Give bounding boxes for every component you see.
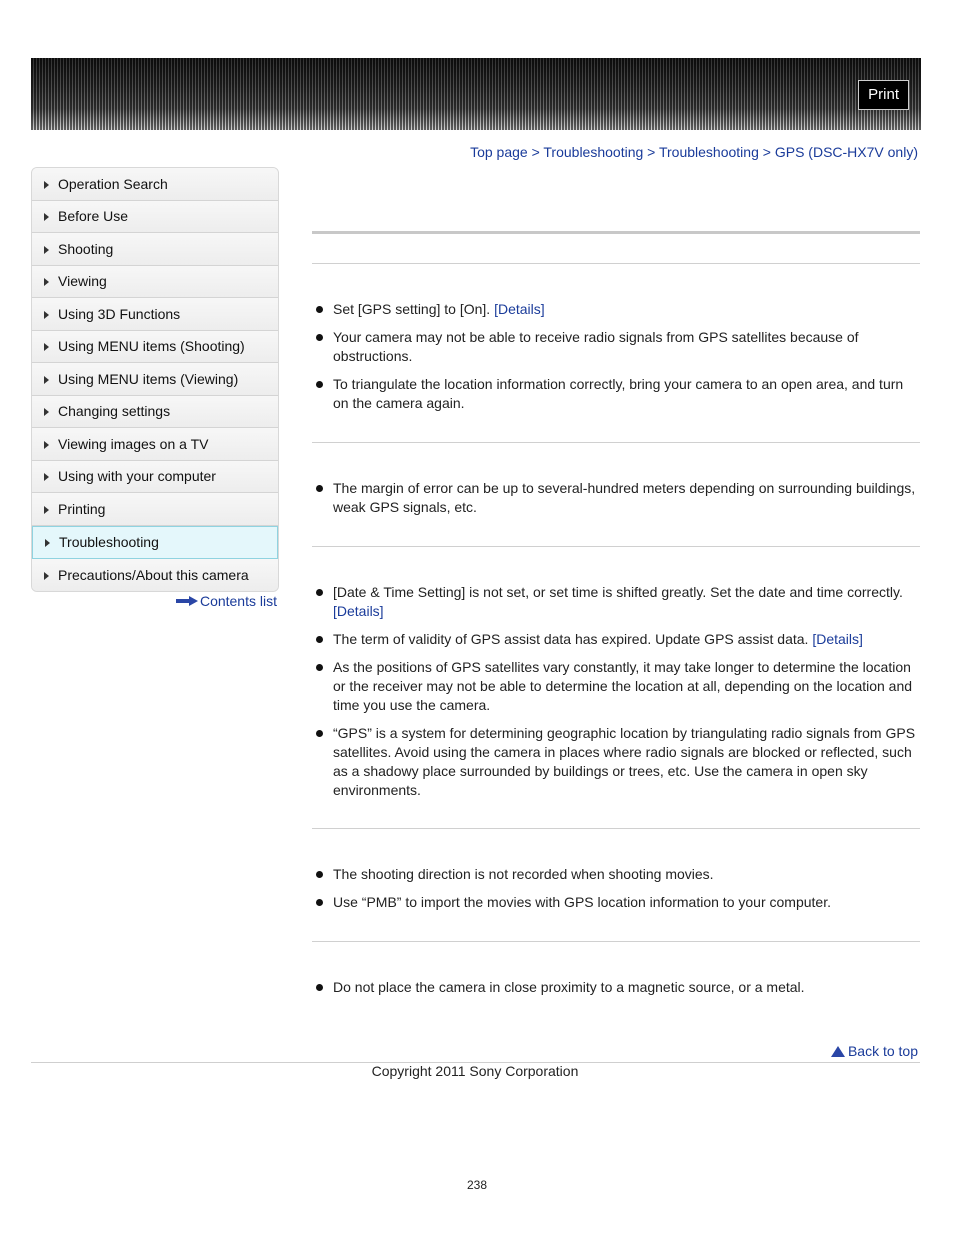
details-link[interactable]: [Details] [333, 603, 384, 619]
sidebar-item-label: Operation Search [58, 175, 168, 192]
triangle-right-icon [44, 213, 49, 221]
sidebar-item-shooting[interactable] [32, 233, 278, 266]
copyright-text: Copyright 2011 Sony Corporation [371, 1063, 579, 1079]
triangle-right-icon [45, 539, 50, 547]
sidebar-item-before-use[interactable] [32, 201, 278, 234]
list-item: The margin of error can be up to several-hundred meters depending on surrounding buildings, weak GPS signals, etc. [312, 479, 920, 517]
section-4-list [312, 865, 920, 921]
sidebar-item-label: Printing [58, 500, 106, 517]
sidebar-item-label: Changing settings [58, 403, 171, 420]
list-item: Set [GPS setting] to [On]. [Details] [312, 300, 920, 319]
section-divider [312, 231, 920, 234]
triangle-right-icon [44, 408, 49, 416]
print-button[interactable]: Print [858, 80, 909, 110]
triangle-right-icon [44, 473, 49, 481]
sidebar-item-label: Shooting [58, 240, 114, 257]
breadcrumb-separator: > [758, 144, 775, 160]
sidebar-item-changing-settings[interactable] [32, 396, 278, 429]
sidebar-item-menu-viewing[interactable] [32, 363, 278, 396]
details-link[interactable]: [Details] [812, 631, 863, 647]
list-item: To triangulate the location information correctly, bring your camera to an open area, and turn on the camera again. [312, 375, 920, 413]
list-item: [Date & Time Setting] is not set, or set time is shifted greatly. Set the date and time correctly. [Details] [312, 583, 920, 621]
section-divider [312, 941, 920, 942]
sidebar-item-label: Using with your computer [58, 468, 216, 485]
triangle-right-icon [44, 311, 49, 319]
section-1-list [312, 300, 920, 422]
breadcrumb-gps[interactable]: GPS (DSC-HX7V only) [774, 144, 918, 160]
triangle-right-icon [44, 572, 49, 580]
triangle-right-icon [44, 506, 49, 514]
back-to-top-label: Back to top [847, 1043, 918, 1059]
sidebar-item-label: Using MENU items (Shooting) [58, 338, 245, 355]
header-banner [31, 58, 921, 130]
contents-list-label: Contents list [199, 593, 277, 609]
section-divider [312, 442, 920, 443]
triangle-right-icon [44, 441, 49, 449]
page-number: 238 [466, 1178, 488, 1192]
list-item: Do not place the camera in close proximity to a magnetic source, or a metal. [312, 978, 920, 997]
breadcrumb [470, 144, 918, 160]
breadcrumb-troubleshooting-1[interactable]: Troubleshooting [543, 144, 644, 160]
section-2-list [312, 479, 920, 526]
section-divider [312, 828, 920, 829]
list-item: As the positions of GPS satellites vary constantly, it may take longer to determine the location or the receiver may not be able to determine the location at all, depending on the location and time you use the camera. [312, 658, 920, 715]
list-item: The term of validity of GPS assist data has expired. Update GPS assist data. [Details] [312, 630, 920, 649]
triangle-right-icon [44, 181, 49, 189]
contents-list-link[interactable] [176, 593, 277, 609]
list-item: “GPS” is a system for determining geographic location by triangulating radio signals from GPS satellites. Avoid using the camera in places where radio signals are blocked or reflected, such as a shadowy place surrounded by buildings or trees, etc. Use the camera in open sky environments. [312, 724, 920, 800]
sidebar-item-operation-search[interactable] [32, 168, 278, 201]
section-3-list [312, 583, 920, 809]
sidebar-item-label: Using MENU items (Viewing) [58, 370, 239, 387]
breadcrumb-separator: > [527, 144, 544, 160]
triangle-right-icon [44, 278, 49, 286]
breadcrumb-separator: > [643, 144, 659, 160]
sidebar-item-label: Troubleshooting [59, 534, 159, 551]
sidebar-item-label: Viewing [58, 273, 107, 290]
sidebar-item-label: Viewing images on a TV [58, 435, 209, 452]
sidebar-item-computer[interactable] [32, 461, 278, 494]
sidebar-item-viewing-tv[interactable] [32, 428, 278, 461]
sidebar-item-viewing[interactable] [32, 266, 278, 299]
sidebar-item-troubleshooting[interactable] [32, 526, 278, 560]
list-item: Your camera may not be able to receive radio signals from GPS satellites because of obstructions. [312, 328, 920, 366]
list-item: Use “PMB” to import the movies with GPS location information to your computer. [312, 893, 920, 912]
section-5-list [312, 978, 920, 1006]
triangle-right-icon [44, 376, 49, 384]
triangle-right-icon [44, 343, 49, 351]
details-link[interactable]: [Details] [494, 301, 545, 317]
triangle-right-icon [44, 246, 49, 254]
back-to-top-link[interactable] [831, 1043, 918, 1059]
section-divider [312, 263, 920, 264]
sidebar-item-menu-shooting[interactable] [32, 331, 278, 364]
sidebar-item-precautions[interactable] [32, 559, 278, 591]
triangle-up-icon [831, 1046, 845, 1057]
sidebar-item-printing[interactable] [32, 493, 278, 526]
breadcrumb-troubleshooting-2[interactable]: Troubleshooting [658, 144, 759, 160]
sidebar-item-3d-functions[interactable] [32, 298, 278, 331]
section-divider [312, 546, 920, 547]
breadcrumb-top-page[interactable]: Top page [470, 144, 528, 160]
sidebar-nav [31, 167, 279, 592]
list-item: The shooting direction is not recorded when shooting movies. [312, 865, 920, 884]
arrow-right-icon [176, 596, 198, 606]
sidebar-item-label: Precautions/About this camera [58, 566, 249, 583]
sidebar-item-label: Before Use [58, 208, 129, 225]
sidebar-item-label: Using 3D Functions [58, 305, 181, 322]
